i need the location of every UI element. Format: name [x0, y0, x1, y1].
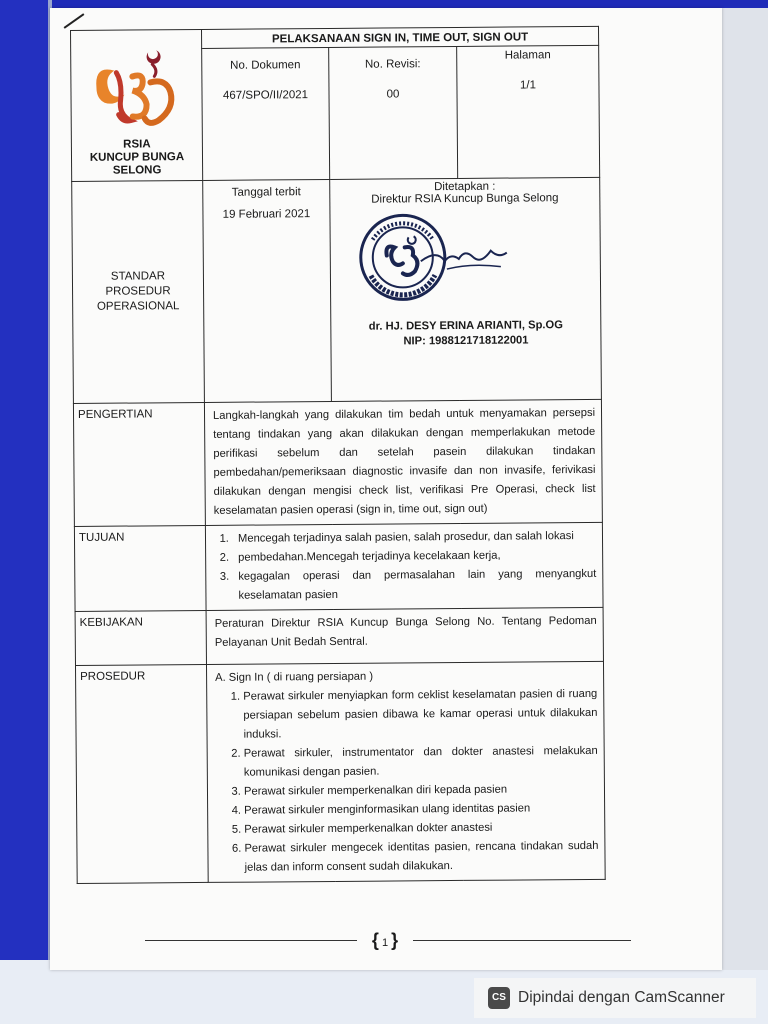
revision-cell	[329, 46, 458, 179]
scan-edge-left	[0, 0, 48, 960]
sop-label-cell	[72, 180, 205, 403]
camscanner-text: Dipindai dengan CamScanner	[518, 989, 725, 1006]
logo-cell	[71, 29, 203, 181]
footer-page-number-value: 1	[381, 937, 389, 949]
tujuan-label: TUJUAN	[74, 525, 206, 611]
pengertian-text: Langkah-langkah yang dilakukan tim bedah untuk menyamakan persepsi tentang tindakan yang akan dilakukan dengan memperlakukan metode perifikasi sebelum dan setelah pasein dilakukan tindakan pembedahan/pemeriksaan diagnostic invasife dan non invasife, ferivikasi dilakukan dengan mengisi check list, verifikasi Pre Operasi, check list keselamatan pasien operasi (sign in, time out, sign out)	[204, 399, 602, 525]
tujuan-item: 3. kegagalan operasi dan permasalahan lain yang menyangkut keselamatan pasien	[232, 565, 596, 606]
doc-number-value: 467/SPO/II/2021	[222, 89, 309, 102]
prosedur-item: 2. Perawat sirkuler, instrumentator dan dokter anastesi melakukan komunikasi dengan pasien.	[244, 742, 598, 783]
approval-label: Ditetapkan :	[434, 180, 496, 194]
page-footer	[145, 928, 635, 952]
prosedur-item: 1. Perawat sirkuler menyiapkan form ceklist keselamatan pasien di ruang persiapan sebelum pasien dibawa ke kamar operasi untuk dilakukan induksi.	[243, 685, 597, 745]
document-title: PELAKSANAAN SIGN IN, TIME OUT, SIGN OUT	[201, 26, 598, 48]
doc-number-cell	[202, 47, 330, 180]
prosedur-content	[206, 661, 605, 882]
prosedur-label: PROSEDUR	[75, 664, 208, 883]
institution-line-1: RSIA	[123, 138, 151, 151]
sop-table	[70, 26, 606, 884]
official-stamp-and-signature	[350, 208, 551, 310]
doc-number-label: No. Dokumen	[230, 59, 301, 72]
footer-page-number: { 1 }	[371, 930, 399, 950]
page-cell	[457, 45, 600, 178]
issue-date-label: Tanggal terbit	[231, 186, 301, 199]
tujuan-content	[205, 522, 603, 610]
tujuan-item: 1. Mencegah terjadinya salah pasien, salah prosedur, dan salah lokasi	[232, 527, 596, 549]
prosedur-item: 6. Perawat sirkuler mengecek identitas pasien, rencana tindakan sudah jelas dan inform consent sudah dilakukan.	[244, 837, 598, 878]
page-label: Halaman	[504, 49, 551, 62]
tujuan-item: 2. pembedahan.Mencegah terjadinya kecelakaan kerja,	[232, 546, 596, 568]
prosedur-item: 4. Perawat sirkuler menginformasikan ulang identitas pasien	[244, 799, 598, 821]
institution-line-3: SELONG	[112, 164, 162, 177]
revision-label: No. Revisi:	[364, 58, 421, 71]
sop-document	[70, 25, 657, 884]
prosedur-list	[215, 685, 598, 878]
institution-line-2: KUNCUP BUNGA	[89, 151, 185, 164]
sop-line-3: OPERASIONAL	[96, 300, 180, 313]
prosedur-heading: A. Sign In ( di ruang persiapan )	[215, 670, 374, 684]
sop-line-1: STANDAR	[110, 270, 166, 283]
institution-name	[72, 138, 202, 178]
prosedur-item: 5. Perawat sirkuler memperkenalkan dokter anastesi	[244, 818, 598, 840]
tujuan-list	[214, 527, 597, 606]
signer-name: dr. HJ. DESY ERINA ARIANTI, Sp.OG	[368, 319, 563, 333]
camscanner-watermark	[474, 978, 756, 1018]
approval-cell	[330, 177, 602, 401]
page-value: 1/1	[519, 79, 536, 92]
footer-rule-left	[145, 940, 357, 941]
footer-rule-right	[413, 940, 631, 941]
kebijakan-text: Peraturan Direktur RSIA Kuncup Bunga Selong No. Tentang Pedoman Pelayanan Unit Bedah Sentral.	[206, 607, 603, 664]
kebijakan-label: KEBIJAKAN	[75, 610, 206, 665]
stamp-area	[330, 204, 600, 298]
sop-line-2: PROSEDUR	[105, 285, 171, 298]
issue-date-cell	[203, 179, 332, 402]
issue-date-value: 19 Februari 2021	[222, 208, 311, 221]
camscanner-icon: CS	[488, 987, 510, 1009]
approval-by: Direktur RSIA Kuncup Bunga Selong	[371, 192, 559, 206]
prosedur-item: 3. Perawat sirkuler memperkenalkan diri kepada pasien	[244, 780, 598, 802]
scan-background-right	[722, 8, 768, 970]
pengertian-label: PENGERTIAN	[73, 402, 205, 526]
signer-nip: NIP: 1988121718122001	[403, 334, 529, 348]
hospital-logo	[86, 42, 187, 133]
revision-value: 00	[386, 88, 400, 101]
